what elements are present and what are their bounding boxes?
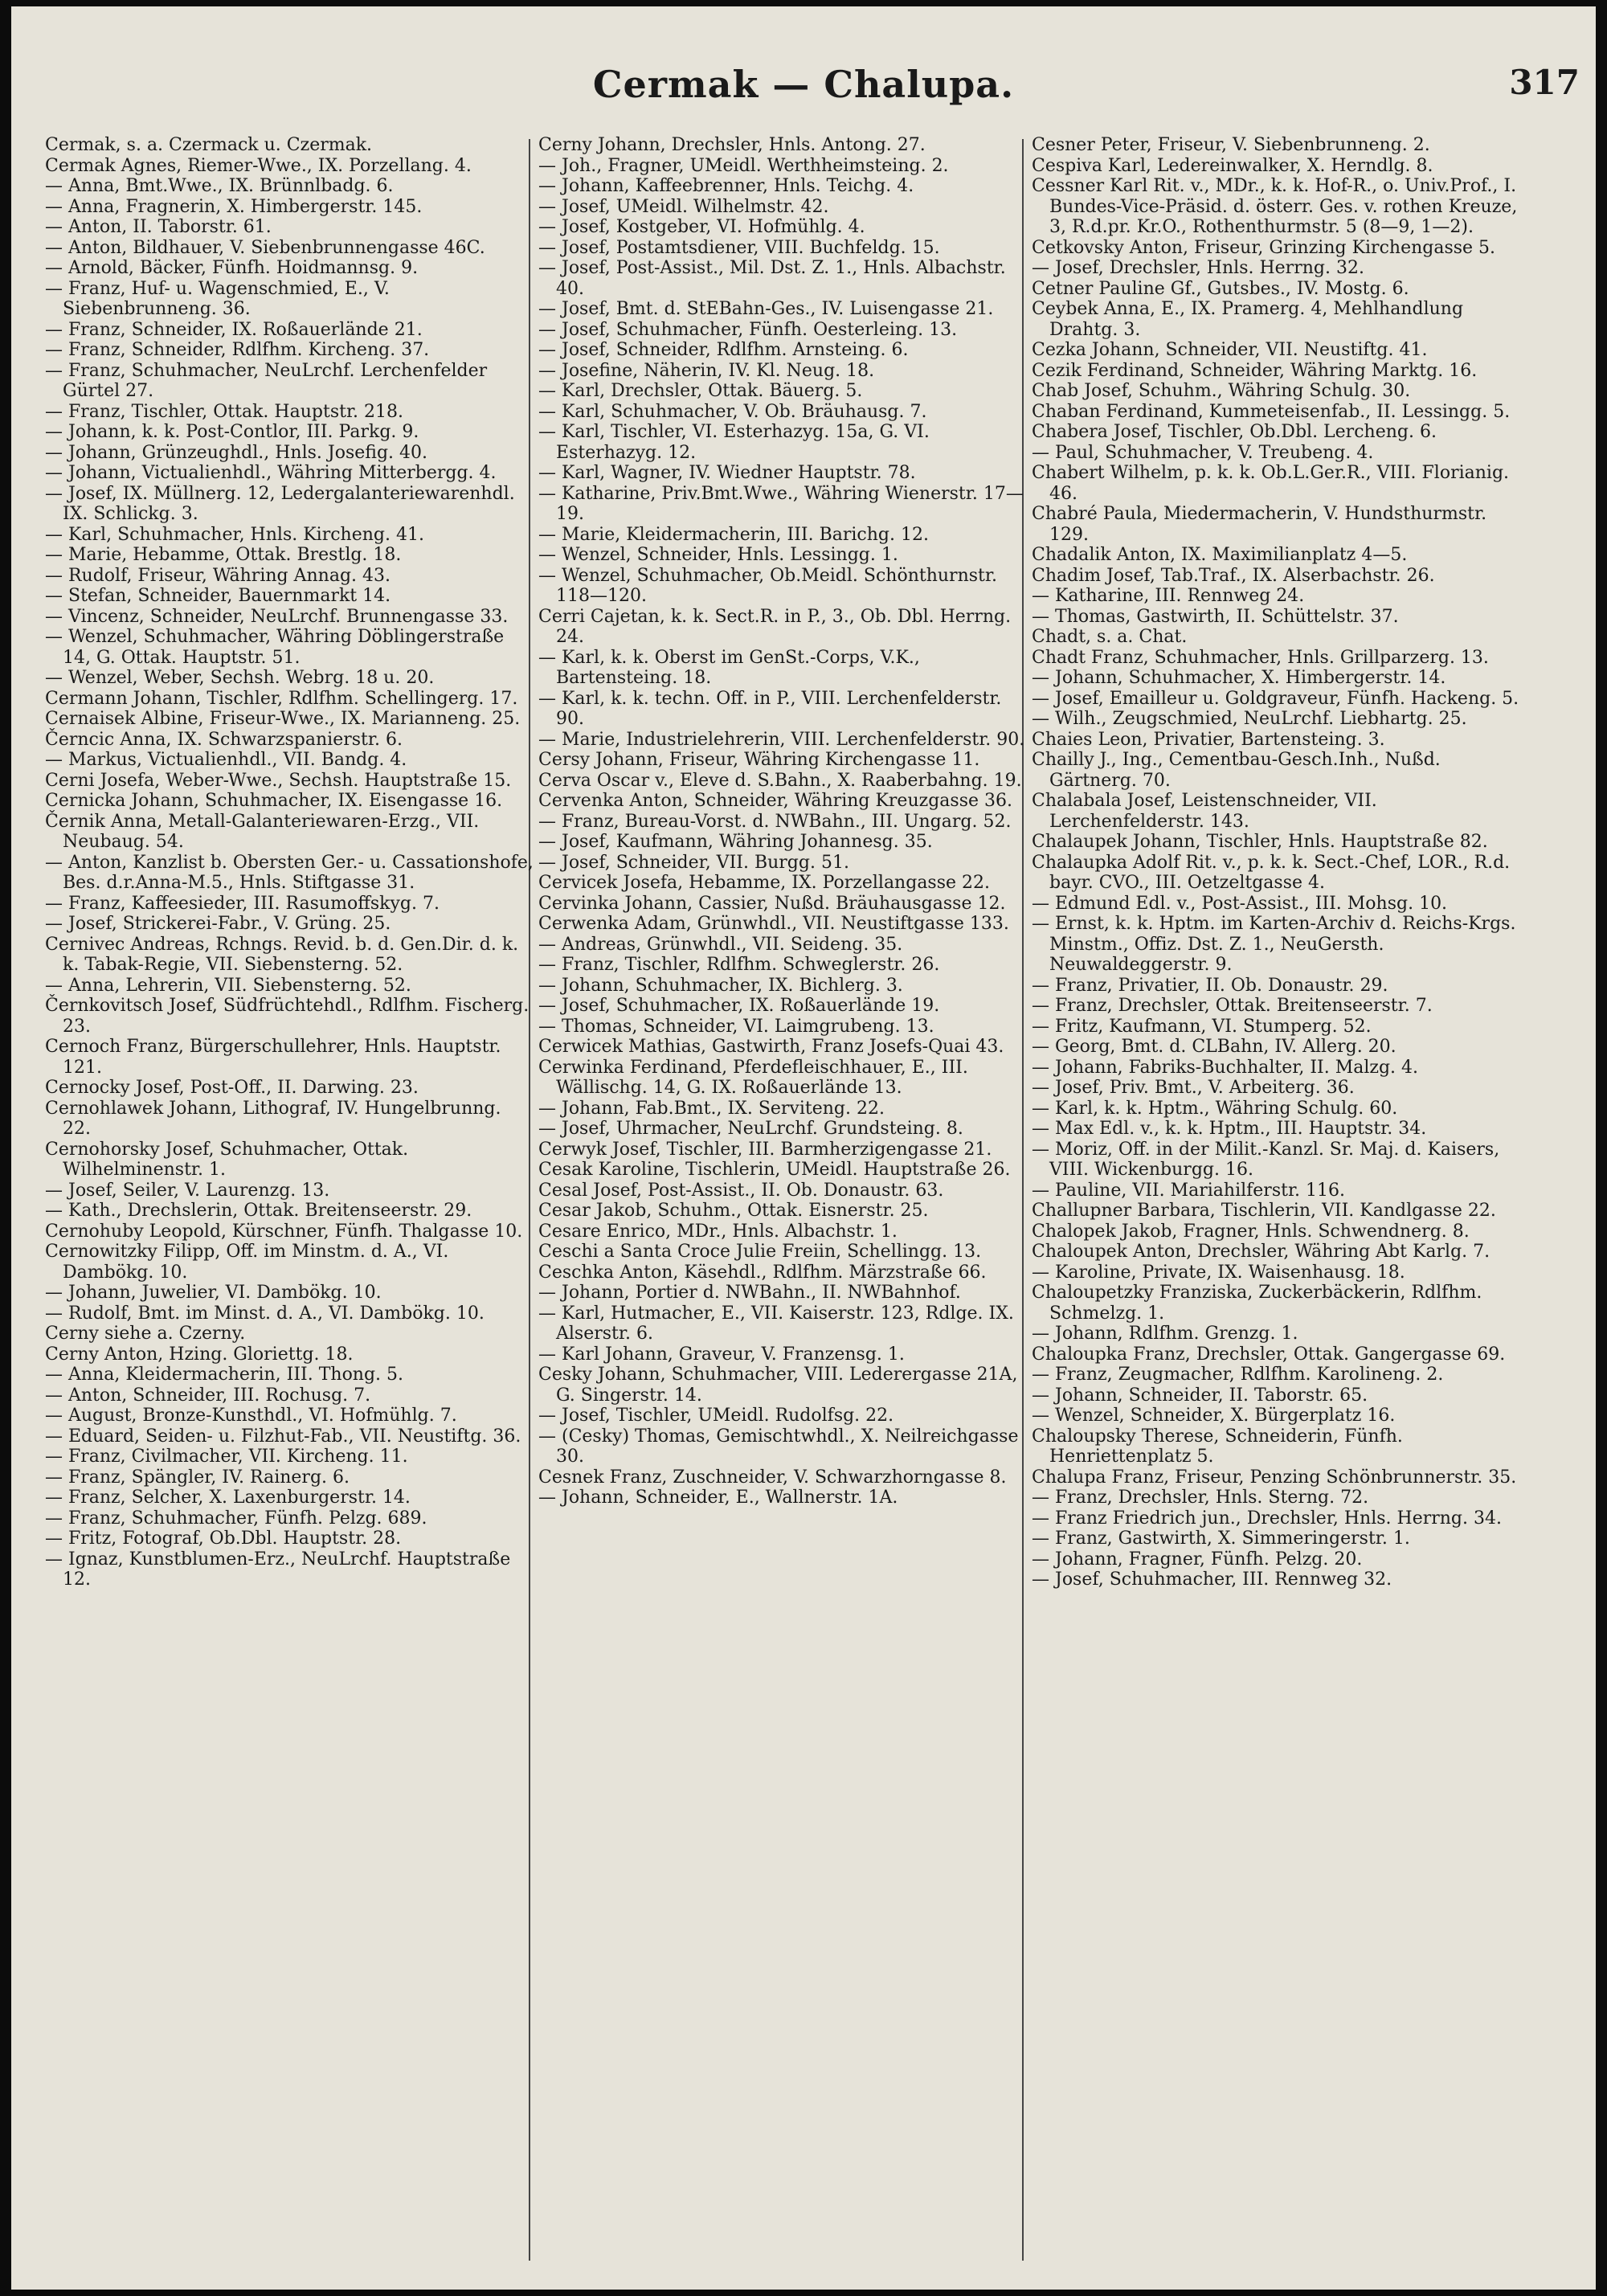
directory-entry: — Wilh., Zeugschmied, NeuLrchf. Liebhartg. 25. bbox=[1032, 709, 1467, 729]
directory-entry: Cerny Johann, Drechsler, Hnls. Antong. 27. bbox=[538, 135, 926, 155]
directory-entry: — Johann, Victualienhdl., Währing Mitterbergg. 4. bbox=[45, 463, 497, 483]
directory-entry: — Franz, Zeugmacher, Rdlfhm. Karolineng. 2. bbox=[1032, 1365, 1444, 1385]
directory-entry: Chabert Wilhelm, p. k. k. Ob.L.Ger.R., VIII. Florianig. 46. bbox=[1032, 463, 1510, 504]
directory-entry: Cespiva Karl, Ledereinwalker, X. Herndlg. 8. bbox=[1032, 155, 1433, 176]
directory-entry: Cesak Karoline, Tischlerin, UMeidl. Hauptstraße 26. bbox=[538, 1160, 1011, 1180]
directory-entry: — Karl, k. k. techn. Off. in P., VIII. Lerchenfelderstr. 90. bbox=[538, 688, 1002, 729]
directory-entry: — Franz, Drechsler, Hnls. Sterng. 72. bbox=[1032, 1488, 1369, 1508]
directory-entry: — Josef, Post-Assist., Mil. Dst. Z. 1., Hnls. Albachstr. 40. bbox=[538, 258, 1006, 299]
directory-entry: — Katharine, III. Rennweg 24. bbox=[1032, 586, 1305, 606]
directory-entry: — Josef, Priv. Bmt., V. Arbeiterg. 36. bbox=[1032, 1078, 1355, 1098]
directory-entry: Cesar Jakob, Schuhm., Ottak. Eisnerstr. 25. bbox=[538, 1201, 929, 1221]
directory-entry: — Karl, Tischler, VI. Esterhazyg. 15a, G. VI. Esterhazyg. 12. bbox=[538, 422, 930, 463]
directory-entry: Cerri Cajetan, k. k. Sect.R. in P., 3., Ob. Dbl. Herrng. 24. bbox=[538, 606, 1012, 647]
directory-entry: — Josef, Schneider, Rdlfhm. Arnsteing. 6. bbox=[538, 340, 909, 360]
directory-entry: — Thomas, Schneider, VI. Laimgrubeng. 13. bbox=[538, 1016, 934, 1037]
directory-entry: Chaies Leon, Privatier, Bartensteing. 3. bbox=[1032, 729, 1385, 750]
directory-entry: — Franz, Tischler, Rdlfhm. Schweglerstr. 26. bbox=[538, 955, 940, 975]
directory-entry: Chaloupka Franz, Drechsler, Ottak. Gangergasse 69. bbox=[1032, 1344, 1506, 1365]
directory-entry: Cesky Johann, Schuhmacher, VIII. Lederergasse 21A, G. Singerstr. 14. bbox=[538, 1365, 1018, 1406]
directory-entry: Cerny Anton, Hzing. Gloriettg. 18. bbox=[45, 1344, 354, 1365]
directory-entry: Chaloupetzky Franziska, Zuckerbäckerin, Rdlfhm. Schmelzg. 1. bbox=[1032, 1283, 1482, 1324]
directory-entry: Cernivec Andreas, Rchngs. Revid. b. d. Gen.Dir. d. k. k. Tabak-Regie, VII. Siebensterng. 52. bbox=[45, 934, 519, 975]
directory-entry: Černcic Anna, IX. Schwarzspanierstr. 6. bbox=[45, 729, 403, 750]
directory-entry: — August, Bronze-Kunsthdl., VI. Hofmühlg. 7. bbox=[45, 1406, 457, 1426]
directory-entry: — Eduard, Seiden- u. Filzhut-Fab., VII. Neustiftg. 36. bbox=[45, 1426, 521, 1447]
directory-entry: — Anna, Bmt.Wwe., IX. Brünnlbadg. 6. bbox=[45, 176, 394, 196]
directory-entry: Cernohlawek Johann, Lithograf, IV. Hungelbrunng. 22. bbox=[45, 1098, 501, 1139]
directory-entry: — Wenzel, Schneider, X. Bürgerplatz 16. bbox=[1032, 1406, 1396, 1426]
directory-entry: Chalupa Franz, Friseur, Penzing Schönbrunnerstr. 35. bbox=[1032, 1467, 1517, 1488]
directory-entry: Cervinka Johann, Cassier, Nußd. Bräuhausgasse 12. bbox=[538, 893, 1006, 914]
directory-entry: Chaban Ferdinand, Kummeteisenfab., II. Lessingg. 5. bbox=[1032, 401, 1511, 422]
directory-entry: Cetner Pauline Gf., Gutsbes., IV. Mostg. 6. bbox=[1032, 278, 1409, 299]
directory-entry: — Marie, Industrielehrerin, VIII. Lerchenfelderstr. 90. bbox=[538, 729, 1025, 750]
directory-entry: — Karl, k. k. Hptm., Währing Schulg. 60. bbox=[1032, 1098, 1398, 1119]
directory-entry: Chabera Josef, Tischler, Ob.Dbl. Lercheng. 6. bbox=[1032, 422, 1437, 442]
directory-entry: — Josef, Bmt. d. StEBahn-Ges., IV. Luisengasse 21. bbox=[538, 299, 994, 319]
directory-entry: — Edmund Edl. v., Post-Assist., III. Mohsg. 10. bbox=[1032, 893, 1448, 914]
directory-entry: Cervicek Josefa, Hebamme, IX. Porzellangasse 22. bbox=[538, 873, 991, 893]
directory-entry: — Karoline, Private, IX. Waisenhausg. 18. bbox=[1032, 1262, 1405, 1283]
directory-entry: — Ernst, k. k. Hptm. im Karten-Archiv d. Reichs-Krgs. Minstm., Offiz. Dst. Z. 1., NeuGersth. Neuwaldeggerstr. 9. bbox=[1032, 914, 1516, 975]
directory-entry: — Josefine, Näherin, IV. Kl. Neug. 18. bbox=[538, 360, 875, 381]
directory-entry: — Karl, Wagner, IV. Wiedner Hauptstr. 78. bbox=[538, 463, 916, 483]
directory-entry: — Georg, Bmt. d. CLBahn, IV. Allerg. 20. bbox=[1032, 1037, 1396, 1057]
directory-entry: — Johann, Schneider, E., Wallnerstr. 1A. bbox=[538, 1488, 898, 1508]
directory-entry: — Anna, Fragnerin, X. Himbergerstr. 145. bbox=[45, 196, 423, 217]
directory-page bbox=[11, 6, 1596, 2290]
directory-entry: — Fritz, Kaufmann, VI. Stumperg. 52. bbox=[1032, 1016, 1372, 1037]
column-right bbox=[1032, 135, 1520, 1590]
directory-entry: Cernowitzky Filipp, Off. im Minstm. d. A., VI. Dambökg. 10. bbox=[45, 1242, 449, 1283]
directory-entry: — Max Edl. v., k. k. Hptm., III. Hauptstr. 34. bbox=[1032, 1119, 1427, 1139]
directory-entry: Chaloupek Anton, Drechsler, Währing Abt Karlg. 7. bbox=[1032, 1242, 1490, 1262]
directory-entry: — Karl, Hutmacher, E., VII. Kaiserstr. 123, Rdlge. IX. Alserstr. 6. bbox=[538, 1303, 1014, 1344]
directory-entry: — Josef, Kostgeber, VI. Hofmühlg. 4. bbox=[538, 217, 865, 237]
directory-entry: Cezik Ferdinand, Schneider, Währing Marktg. 16. bbox=[1032, 360, 1478, 381]
directory-entry: Cermann Johann, Tischler, Rdlfhm. Schellingerg. 17. bbox=[45, 688, 518, 709]
directory-entry: Cerwyk Josef, Tischler, III. Barmherzigengasse 21. bbox=[538, 1139, 992, 1160]
directory-entry: — Wenzel, Schuhmacher, Ob.Meidl. Schönthurnstr. 118—120. bbox=[538, 565, 997, 606]
directory-entry: Cermak, s. a. Czermack u. Czermak. bbox=[45, 135, 373, 155]
directory-entry: Cerni Josefa, Weber-Wwe., Sechsh. Hauptstraße 15. bbox=[45, 770, 512, 791]
directory-entry: — Johann, Schuhmacher, IX. Bichlerg. 3. bbox=[538, 975, 903, 996]
directory-entry: — Andreas, Grünwhdl., VII. Seideng. 35. bbox=[538, 934, 903, 955]
directory-entry: — Johann, Portier d. NWBahn., II. NWBahnhof. bbox=[538, 1283, 961, 1303]
directory-entry: Chadalik Anton, IX. Maximilianplatz 4—5. bbox=[1032, 545, 1408, 565]
directory-entry: — Franz, Drechsler, Ottak. Breitenseerstr. 7. bbox=[1032, 996, 1433, 1016]
directory-entry: — Kath., Drechslerin, Ottak. Breitenseerstr. 29. bbox=[45, 1201, 472, 1221]
directory-entry: — Karl, Schuhmacher, Hnls. Kircheng. 41. bbox=[45, 524, 424, 545]
directory-entry: Ceschka Anton, Käsehdl., Rdlfhm. Märzstraße 66. bbox=[538, 1262, 987, 1283]
directory-entry: — Josef, IX. Müllnerg. 12, Ledergalanteriewarenhdl. IX. Schlickg. 3. bbox=[45, 483, 515, 524]
directory-entry: — Johann, Juwelier, VI. Dambökg. 10. bbox=[45, 1283, 382, 1303]
directory-entry: Cermak Agnes, Riemer-Wwe., IX. Porzellang. 4. bbox=[45, 155, 472, 176]
directory-entry: — Arnold, Bäcker, Fünfh. Hoidmannsg. 9. bbox=[45, 258, 419, 278]
directory-entry: — Karl, Schuhmacher, V. Ob. Bräuhausg. 7. bbox=[538, 401, 927, 422]
directory-entry: Chabré Paula, Miedermacherin, V. Hundsthurmstr. 129. bbox=[1032, 504, 1487, 545]
directory-entry: Cernocky Josef, Post-Off., II. Darwing. 23. bbox=[45, 1078, 419, 1098]
directory-entry: — Anton, Kanzlist b. Obersten Ger.- u. Cassationshofe, Bes. d.r.Anna-M.5., Hnls. Stiftgasse 31. bbox=[45, 852, 534, 893]
running-title: Cermak — Chalupa. bbox=[592, 63, 1015, 106]
directory-entry: — Anton, Bildhauer, V. Siebenbrunnengasse 46C. bbox=[45, 237, 485, 258]
directory-entry: — Josef, Drechsler, Hnls. Herrng. 32. bbox=[1032, 258, 1364, 278]
directory-entry: — Franz, Schneider, IX. Roßauerlände 21. bbox=[45, 319, 423, 340]
directory-entry: — Stefan, Schneider, Bauernmarkt 14. bbox=[45, 586, 391, 606]
directory-entry: — Karl Johann, Graveur, V. Franzensg. 1. bbox=[538, 1344, 905, 1365]
directory-entry: Cersy Johann, Friseur, Währing Kirchengasse 11. bbox=[538, 750, 980, 770]
directory-entry: — Johann, k. k. Post-Contlor, III. Parkg. 9. bbox=[45, 422, 419, 442]
directory-entry: — Johann, Fragner, Fünfh. Pelzg. 20. bbox=[1032, 1549, 1363, 1570]
directory-entry: — Josef, Kaufmann, Währing Johannesg. 35. bbox=[538, 832, 933, 852]
directory-entry: — Karl, k. k. Oberst im GenSt.-Corps, V.K., Bartensteing. 18. bbox=[538, 647, 920, 688]
page-header bbox=[11, 63, 1596, 119]
directory-entry: — Rudolf, Bmt. im Minst. d. A., VI. Dambökg. 10. bbox=[45, 1303, 485, 1324]
directory-entry: Cerwinka Ferdinand, Pferdefleischhauer, E., III. Wällischg. 14, G. IX. Roßauerlände 13. bbox=[538, 1057, 968, 1098]
directory-entry: Chalaupka Adolf Rit. v., p. k. k. Sect.-Chef, LOR., R.d. bayr. CVO., III. Oetzeltgasse 4. bbox=[1032, 852, 1511, 893]
directory-entry: Cetkovsky Anton, Friseur, Grinzing Kirchengasse 5. bbox=[1032, 237, 1496, 258]
directory-entry: — Marie, Kleidermacherin, III. Barichg. 12. bbox=[538, 524, 929, 545]
directory-entry: Cesner Peter, Friseur, V. Siebenbrunneng. 2. bbox=[1032, 135, 1430, 155]
directory-entry: — Anton, II. Taborstr. 61. bbox=[45, 217, 272, 237]
directory-entry: Cesnek Franz, Zuschneider, V. Schwarzhorngasse 8. bbox=[538, 1467, 1007, 1488]
directory-entry: — Markus, Victualienhdl., VII. Bandg. 4. bbox=[45, 750, 407, 770]
directory-entry: Chalopek Jakob, Fragner, Hnls. Schwendnerg. 8. bbox=[1032, 1221, 1470, 1242]
directory-entry: — Fritz, Fotograf, Ob.Dbl. Hauptstr. 28. bbox=[45, 1529, 402, 1549]
directory-entry: Černik Anna, Metall-Galanteriewaren-Erzg., VII. Neubaug. 54. bbox=[45, 811, 480, 852]
directory-entry: Cerwicek Mathias, Gastwirth, Franz Josefs-Quai 43. bbox=[538, 1037, 1004, 1057]
directory-entry: — Josef, UMeidl. Wilhelmstr. 42. bbox=[538, 196, 829, 217]
directory-entry: — Franz, Schuhmacher, NeuLrchf. Lerchenfelder Gürtel 27. bbox=[45, 360, 488, 401]
column-middle bbox=[538, 135, 1027, 1508]
directory-entry: — Josef, Strickerei-Fabr., V. Grüng. 25. bbox=[45, 914, 391, 934]
directory-entry: — Franz Friedrich jun., Drechsler, Hnls. Herrng. 34. bbox=[1032, 1508, 1502, 1529]
directory-entry: — Johann, Grünzeughdl., Hnls. Josefig. 40. bbox=[45, 442, 427, 463]
directory-entry: Cerva Oscar v., Eleve d. S.Bahn., X. Raaberbahng. 19. bbox=[538, 770, 1022, 791]
directory-entry: — Anna, Lehrerin, VII. Siebensterng. 52. bbox=[45, 975, 411, 996]
directory-entry: — Wenzel, Weber, Sechsh. Webrg. 18 u. 20. bbox=[45, 668, 435, 688]
column-left bbox=[45, 135, 534, 1590]
directory-entry: — Franz, Privatier, II. Ob. Donaustr. 29. bbox=[1032, 975, 1388, 996]
directory-entry: Cesal Josef, Post-Assist., II. Ob. Donaustr. 63. bbox=[538, 1180, 944, 1201]
directory-entry: — Josef, Schneider, VII. Burgg. 51. bbox=[538, 852, 849, 873]
directory-entry: — Josef, Seiler, V. Laurenzg. 13. bbox=[45, 1180, 330, 1201]
directory-entry: — Katharine, Priv.Bmt.Wwe., Währing Wienerstr. 17—19. bbox=[538, 483, 1024, 524]
directory-entry: Cesare Enrico, MDr., Hnls. Albachstr. 1. bbox=[538, 1221, 898, 1242]
directory-entry: Chalaupek Johann, Tischler, Hnls. Hauptstraße 82. bbox=[1032, 832, 1488, 852]
directory-entry: — Franz, Spängler, IV. Rainerg. 6. bbox=[45, 1467, 350, 1488]
directory-entry: — Pauline, VII. Mariahilferstr. 116. bbox=[1032, 1180, 1346, 1201]
directory-entry: — Josef, Postamtsdiener, VIII. Buchfeldg. 15. bbox=[538, 237, 940, 258]
directory-entry: — Moriz, Off. in der Milit.-Kanzl. Sr. Maj. d. Kaisers, VIII. Wickenburgg. 16. bbox=[1032, 1139, 1500, 1180]
directory-entry: Chadt Franz, Schuhmacher, Hnls. Grillparzerg. 13. bbox=[1032, 647, 1489, 668]
directory-entry: — Johann, Kaffeebrenner, Hnls. Teichg. 4. bbox=[538, 176, 914, 196]
directory-entry: — Franz, Tischler, Ottak. Hauptstr. 218. bbox=[45, 401, 404, 422]
directory-entry: Ceschi a Santa Croce Julie Freiin, Schellingg. 13. bbox=[538, 1242, 982, 1262]
directory-entry: — Johann, Rdlfhm. Grenzg. 1. bbox=[1032, 1324, 1298, 1344]
directory-entry: Cernohuby Leopold, Kürschner, Fünfh. Thalgasse 10. bbox=[45, 1221, 523, 1242]
directory-entry: — Franz, Huf- u. Wagenschmied, E., V. Siebenbrunneng. 36. bbox=[45, 278, 390, 319]
directory-entry: — Franz, Kaffeesieder, III. Rasumoffskyg. 7. bbox=[45, 893, 440, 914]
directory-entry: Ceybek Anna, E., IX. Pramerg. 4, Mehlhandlung Drahtg. 3. bbox=[1032, 299, 1464, 340]
directory-entry: — Franz, Civilmacher, VII. Kircheng. 11. bbox=[45, 1447, 408, 1467]
page-number: 317 bbox=[1509, 63, 1580, 102]
directory-entry: — Josef, Schuhmacher, III. Rennweg 32. bbox=[1032, 1570, 1392, 1590]
directory-entry: Cernaisek Albine, Friseur-Wwe., IX. Marianneng. 25. bbox=[45, 709, 521, 729]
directory-entry: — Joh., Fragner, UMeidl. Werthheimsteing. 2. bbox=[538, 155, 949, 176]
directory-entry: — Thomas, Gastwirth, II. Schüttelstr. 37. bbox=[1032, 606, 1399, 627]
directory-entry: Černkovitsch Josef, Südfrüchtehdl., Rdlfhm. Fischerg. 23. bbox=[45, 996, 530, 1037]
directory-entry: — Karl, Drechsler, Ottak. Bäuerg. 5. bbox=[538, 381, 863, 401]
directory-entry: Cervenka Anton, Schneider, Währing Kreuzgasse 36. bbox=[538, 791, 1012, 811]
directory-entry: — Franz, Schneider, Rdlfhm. Kircheng. 37. bbox=[45, 340, 430, 360]
directory-entry: — Marie, Hebamme, Ottak. Brestlg. 18. bbox=[45, 545, 402, 565]
directory-entry: — Johann, Fabriks-Buchhalter, II. Malzg. 4. bbox=[1032, 1057, 1419, 1078]
directory-entry: — Josef, Uhrmacher, NeuLrchf. Grundsteing. 8. bbox=[538, 1119, 963, 1139]
directory-entry: — Wenzel, Schuhmacher, Währing Döblingerstraße 14, G. Ottak. Hauptstr. 51. bbox=[45, 627, 505, 668]
directory-entry: — Wenzel, Schneider, Hnls. Lessingg. 1. bbox=[538, 545, 898, 565]
directory-entry: Cernoch Franz, Bürgerschullehrer, Hnls. Hauptstr. 121. bbox=[45, 1037, 501, 1078]
directory-entry: — Franz, Schuhmacher, Fünfh. Pelzg. 689. bbox=[45, 1508, 427, 1529]
directory-entry: — Vincenz, Schneider, NeuLrchf. Brunnengasse 33. bbox=[45, 606, 509, 627]
directory-entry: — Franz, Gastwirth, X. Simmeringerstr. 1. bbox=[1032, 1529, 1410, 1549]
directory-entry: Cernicka Johann, Schuhmacher, IX. Eisengasse 16. bbox=[45, 791, 503, 811]
directory-entry: Chalabala Josef, Leistenschneider, VII. Lerchenfelderstr. 143. bbox=[1032, 791, 1377, 832]
directory-entry: Cerwenka Adam, Grünwhdl., VII. Neustiftgasse 133. bbox=[538, 914, 1009, 934]
directory-entry: — Josef, Tischler, UMeidl. Rudolfsg. 22. bbox=[538, 1406, 894, 1426]
directory-entry: Cernohorsky Josef, Schuhmacher, Ottak. Wilhelminenstr. 1. bbox=[45, 1139, 409, 1180]
directory-entry: Chab Josef, Schuhm., Währing Schulg. 30. bbox=[1032, 381, 1411, 401]
directory-entry: Chadt, s. a. Chat. bbox=[1032, 627, 1188, 647]
directory-entry: Cessner Karl Rit. v., MDr., k. k. Hof-R., o. Univ.Prof., I. Bundes-Vice-Präsid. d. österr. Ges. v. rothen Kreuze, 3, R.d.pr. Kr.O., Rothenthurmstr. 5 (8—9, 1—2). bbox=[1032, 176, 1518, 237]
directory-entry: Chailly J., Ing., Cementbau-Gesch.Inh., Nußd. Gärtnerg. 70. bbox=[1032, 750, 1441, 791]
directory-entry: — Franz, Selcher, X. Laxenburgerstr. 14. bbox=[45, 1488, 411, 1508]
directory-entry: — Rudolf, Friseur, Währing Annag. 43. bbox=[45, 565, 391, 586]
directory-entry: — Johann, Schneider, II. Taborstr. 65. bbox=[1032, 1385, 1368, 1406]
directory-entry: Chadim Josef, Tab.Traf., IX. Alserbachstr. 26. bbox=[1032, 565, 1435, 586]
directory-entry: — Josef, Schuhmacher, Fünfh. Oesterleing. 13. bbox=[538, 319, 958, 340]
directory-entry: Chaloupsky Therese, Schneiderin, Fünfh. Henriettenplatz 5. bbox=[1032, 1426, 1403, 1467]
directory-entry: — Ignaz, Kunstblumen-Erz., NeuLrchf. Hauptstraße 12. bbox=[45, 1549, 511, 1590]
directory-entry: Challupner Barbara, Tischlerin, VII. Kandlgasse 22. bbox=[1032, 1201, 1496, 1221]
directory-entry: — Anna, Kleidermacherin, III. Thong. 5. bbox=[45, 1365, 404, 1385]
directory-entry: — Josef, Schuhmacher, IX. Roßauerlände 19. bbox=[538, 996, 940, 1016]
directory-entry: — Anton, Schneider, III. Rochusg. 7. bbox=[45, 1385, 371, 1406]
directory-entry: — Johann, Fab.Bmt., IX. Serviteng. 22. bbox=[538, 1098, 885, 1119]
directory-entry: — (Cesky) Thomas, Gemischtwhdl., X. Neilreichgasse 30. bbox=[538, 1426, 1019, 1467]
directory-entry: — Paul, Schuhmacher, V. Treubeng. 4. bbox=[1032, 442, 1374, 463]
directory-entry: — Johann, Schuhmacher, X. Himbergerstr. 14. bbox=[1032, 668, 1446, 688]
directory-entry: — Josef, Emailleur u. Goldgraveur, Fünfh. Hackeng. 5. bbox=[1032, 688, 1519, 709]
directory-entry: Cerny siehe a. Czerny. bbox=[45, 1324, 246, 1344]
directory-entry: Cezka Johann, Schneider, VII. Neustiftg. 41. bbox=[1032, 340, 1428, 360]
directory-entry: — Franz, Bureau-Vorst. d. NWBahn., III. Ungarg. 52. bbox=[538, 811, 1012, 832]
